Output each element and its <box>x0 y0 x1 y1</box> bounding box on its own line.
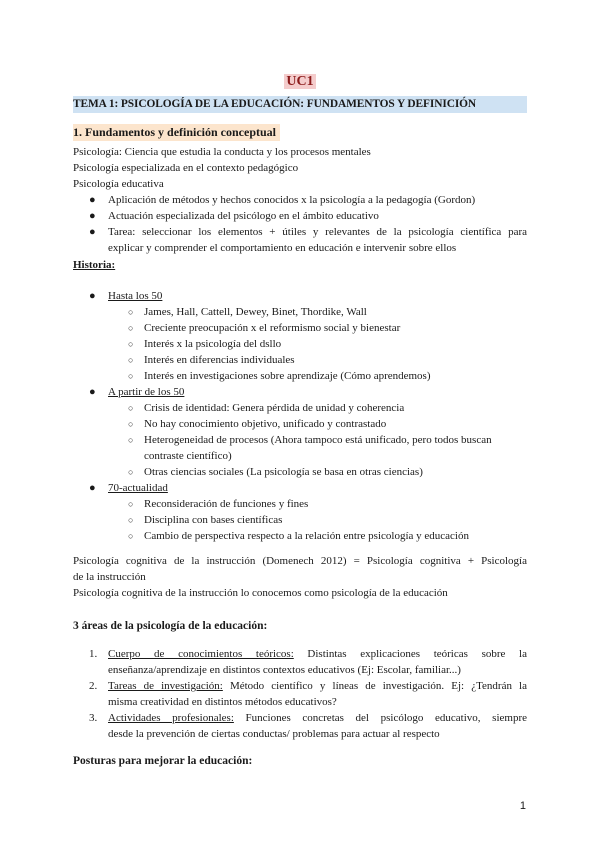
cognitive-line: de la instrucción <box>73 571 146 583</box>
bullet-circle-icon: ○ <box>128 499 134 509</box>
bullet-circle-icon: ○ <box>128 355 134 365</box>
bullet-dot-icon: ● <box>89 226 96 238</box>
bullet-dot-icon: ● <box>89 290 96 302</box>
cognitive-line: Psicología cognitiva de la instrucción lo conocemos como psicología de la educación <box>73 587 448 599</box>
topic-title: TEMA 1: PSICOLOGÍA DE LA EDUCACIÓN: FUNDAMENTOS Y DEFINICIÓN <box>73 96 527 113</box>
bullet-dot-icon: ● <box>89 194 96 206</box>
bullet-circle-icon: ○ <box>128 467 134 477</box>
area-item-continuation: desde la prevención de ciertas conductas/ problemas para actuar al respecto <box>108 728 440 740</box>
bullet-dot-icon: ● <box>89 386 96 398</box>
history-heading: Historia: <box>73 259 116 271</box>
list-item-continuation: explicar y comprender el comportamiento en educación e intervenir sobre ellos <box>108 242 457 254</box>
cognitive-line: Psicología cognitiva de la instrucción (Domenech 2012) = Psicología cognitiva + Psicología <box>73 555 527 567</box>
definition-line: Psicología especializada en el contexto pedagógico <box>73 162 299 174</box>
area-item-continuation: enseñanza/aprendizaje en distintos contextos educativos (Ej: Escolar, familiar...) <box>108 664 461 676</box>
bullet-dot-icon: ● <box>89 482 96 494</box>
unit-title: UC1 <box>286 74 314 89</box>
postures-heading: Posturas para mejorar la educación: <box>73 755 253 767</box>
list-item-continuation: contraste científico) <box>144 450 232 462</box>
areas-heading: 3 áreas de la psicología de la educación: <box>73 620 268 632</box>
definition-line: Psicología educativa <box>73 178 164 190</box>
bullet-circle-icon: ○ <box>128 531 134 541</box>
bullet-circle-icon: ○ <box>128 419 134 429</box>
bullet-circle-icon: ○ <box>128 435 134 445</box>
bullet-dot-icon: ● <box>89 210 96 222</box>
definition-line: Psicología: Ciencia que estudia la conducta y los procesos mentales <box>73 146 371 158</box>
bullet-circle-icon: ○ <box>128 339 134 349</box>
area-item-continuation: misma creatividad en distintos métodos educativos? <box>108 696 337 708</box>
bullet-circle-icon: ○ <box>128 371 134 381</box>
bullet-circle-icon: ○ <box>128 307 134 317</box>
page-number: 1 <box>519 800 526 812</box>
bullet-circle-icon: ○ <box>128 515 134 525</box>
bullet-circle-icon: ○ <box>128 323 134 333</box>
bullet-circle-icon: ○ <box>128 403 134 413</box>
section1-heading: 1. Fundamentos y definición conceptual <box>73 124 280 141</box>
